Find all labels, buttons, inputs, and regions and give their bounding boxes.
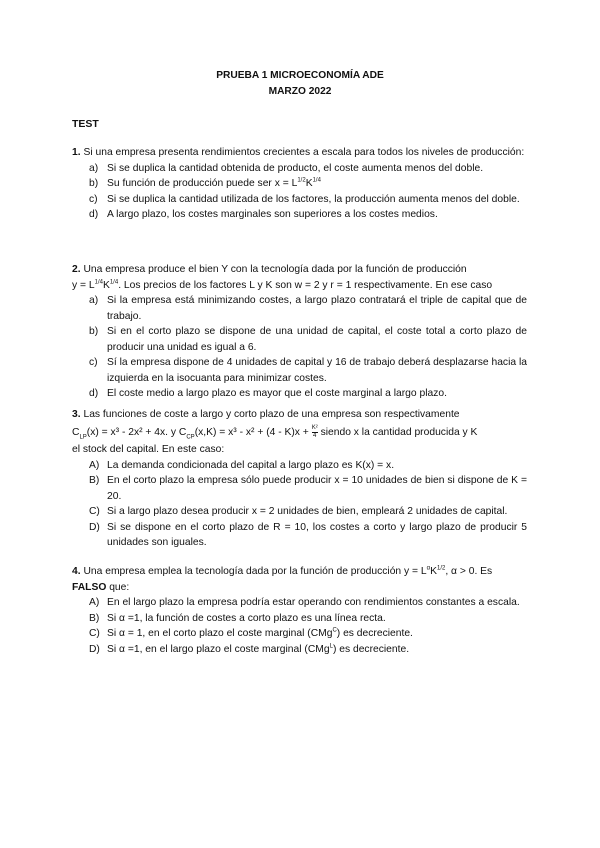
- option-label: B): [89, 475, 100, 487]
- option-a: a) Si la empresa está minimizando costes, a largo plazo contratará el triple de capital que de trabajo.: [89, 295, 527, 322]
- option-label: c): [89, 193, 98, 205]
- option-label: a): [89, 162, 99, 174]
- option-label: b): [89, 178, 99, 189]
- option-c: C) Si a largo plazo desea producir x = 2 unidades de bien, empleará 2 unidades de capital.: [72, 504, 527, 520]
- option-label: B): [89, 612, 100, 624]
- k-squared-fraction: $\frac{\text{K²}}{4}$: [311, 424, 318, 439]
- option-label: a): [89, 295, 99, 306]
- option-c: C) Si α = 1, en el corto plazo el coste marginal (CMg$^C$) es decreciente.: [72, 626, 527, 642]
- option-label: C): [89, 506, 100, 518]
- section-heading: TEST: [72, 118, 99, 130]
- option-label: A): [89, 459, 100, 471]
- option-label: D): [89, 643, 100, 655]
- question-1: [72, 145, 527, 223]
- option-label: A): [89, 597, 100, 608]
- question-4: 4. Una empresa emplea la tecnología dada por la función de producción $y = L^\alpha K^{1/2}$, α > 0. Es FALSO que: A) En el largo plazo la empresa podría estar operando con rendimientos constantes a escala. B) Si α =1, la función de costes a corto plazo es una línea recta. C) Si α = 1, en el corto plazo el coste marginal (CMg$^C$) es decreciente. D) Si α =1, en el largo plazo el coste marginal (CMg$^L$) es decreciente.: [72, 564, 527, 657]
- question-number: 4.: [72, 566, 81, 577]
- exam-title: PRUEBA 1 MICROECONOMÍA ADE: [216, 70, 384, 81]
- option-label: D): [89, 521, 100, 533]
- exam-date: MARZO 2022: [268, 86, 332, 97]
- option-b: b) Si en el corto plazo se dispone de una unidad de capital, el coste total a corto plazo de producir una unidad es igual a 6.: [89, 326, 527, 353]
- option-b: b) Su función de producción puede ser $x = L^{1/2}K^{1/4}$: [72, 176, 527, 192]
- option-a: a) Si se duplica la cantidad obtenida de producto, el coste aumenta menos del doble.: [72, 161, 527, 177]
- option-label: b): [89, 326, 99, 337]
- production-function: $y = L^{1/4}K^{1/4}$. Los precios de los factores L y K son w = 2 y r = 1 respectivamente. En ese caso: [72, 279, 493, 291]
- cost-functions: $C_{LP}(x) = x^3 - 2x^2 + 4x$. y $C_{CP}(x,K) = x^3 - x^2 + (4 - K)x$ + $\frac{\text{K²}}{4}$ siendo x la cantidad producida y K: [72, 424, 478, 440]
- question-number: 3.: [72, 409, 81, 420]
- option-d: d) A largo plazo, los costes marginales son superiores a los costes medios.: [72, 207, 527, 223]
- option-c: c) Si se duplica la cantidad utilizada de los factores, la producción aumenta menos del doble.: [72, 192, 527, 208]
- option-b: B) En el corto plazo la empresa sólo puede producir x = 10 unidades de bien si dispone de K = 20.: [89, 475, 527, 502]
- option-a: A) En el largo plazo la empresa podría estar operando con rendimientos constantes a escala.: [72, 595, 527, 611]
- option-d: D) Si se dispone en el corto plazo de R = 10, los costes a corto y largo plazo de producir 5 unidades son iguales.: [89, 521, 527, 549]
- option-label: d): [89, 388, 99, 399]
- question-number: 2.: [72, 264, 81, 275]
- question-text: Si una empresa presenta rendimientos crecientes a escala para todos los niveles de producción:: [83, 147, 525, 158]
- option-label: d): [89, 209, 99, 220]
- falso-emphasis: FALSO: [72, 581, 107, 593]
- option-a: A) La demanda condicionada del capital a largo plazo es K(x) = x.: [72, 458, 527, 474]
- option-label: C): [89, 628, 100, 639]
- option-d: D) Si α =1, en el largo plazo el coste marginal (CMg$^L$) es decreciente.: [72, 642, 527, 658]
- option-label: c): [89, 357, 98, 368]
- question-2: 2. Una empresa produce el bien Y con la tecnología dada por la función de producción $y = L^{1/4}K^{1/4}$. Los precios de los factores L y K son w = 2 y r = 1 respectivamente. En ese caso a) Si la empresa está minimizando costes, a largo plazo contratará el triple de capital que de trabajo. b) Si en el corto plazo se dispone de una unidad de capital, el coste total a corto plazo de producir una unidad es igual a 6. c) Sí la empresa dispone de 4 unidades de capital y 16 de trabajo deberá desplazarse hacia la izquierda en la isocuanta para minimizar costes. d) El coste medio a largo plazo es mayor que el coste marginal a largo plazo.: [72, 262, 527, 402]
- option-b: B) Si α =1, la función de costes a corto plazo es una línea recta.: [72, 611, 527, 627]
- question-number: 1.: [72, 147, 81, 158]
- question-3: 3. Las funciones de coste a largo y corto plazo de una empresa son respectivamente $C_{LP}(x) = x^3 - 2x^2 + 4x$. y $C_{CP}(x,K) = x^3 - x^2 + (4 - K)x$ + $\frac{\text{K²}}{4}$ siendo x la cantidad producida y K el stock del capital. En este caso: A) La demanda condicionada del capital a largo plazo es K(x) = x. B) En el corto plazo la empresa sólo puede producir x = 10 unidades de bien si dispone de K = 20. C) Si a largo plazo desea producir x = 2 unidades de bien, empleará 2 unidades de capital. D) Si se dispone en el corto plazo de R = 10, los costes a corto y largo plazo de producir 5 unidades son iguales.: [72, 407, 527, 551]
- option-d: d) El coste medio a largo plazo es mayor que el coste marginal a largo plazo.: [72, 386, 527, 402]
- option-c: c) Sí la empresa dispone de 4 unidades de capital y 16 de trabajo deberá desplazarse hacia la izquierda en la isocuanta para minimizar costes.: [89, 357, 527, 384]
